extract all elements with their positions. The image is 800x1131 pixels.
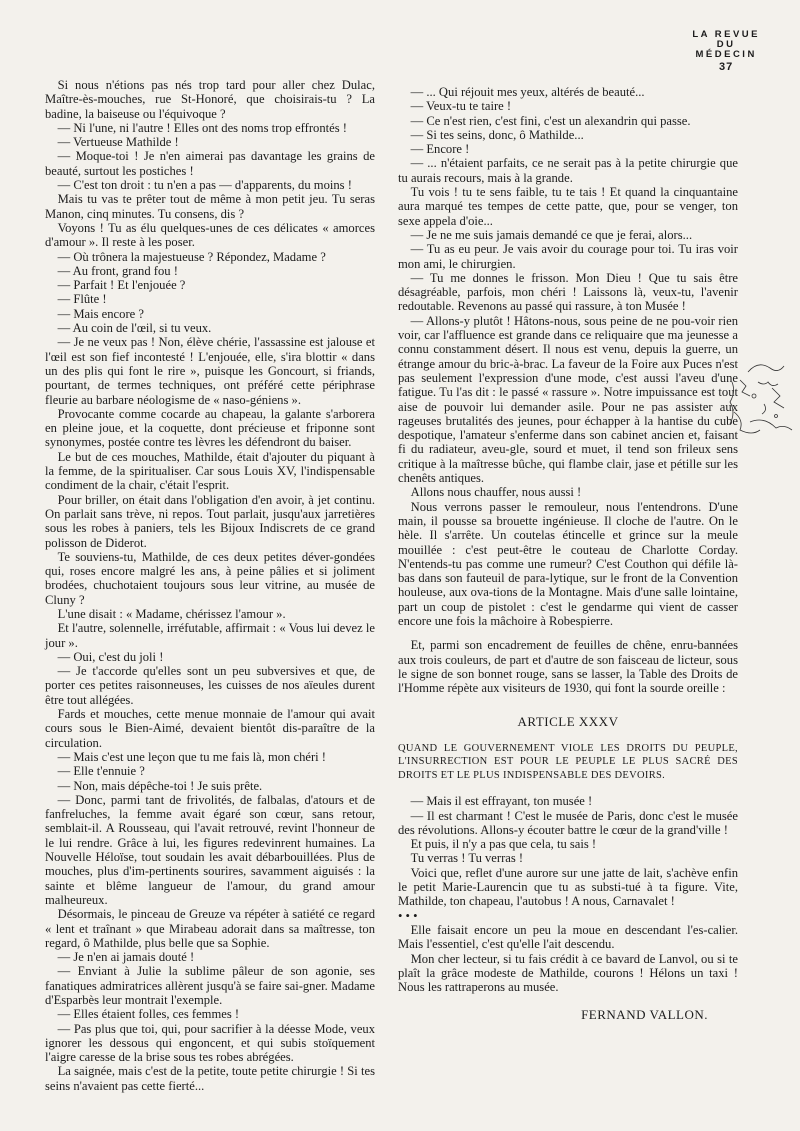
- paragraph: L'une disait : « Madame, chérissez l'amour ».: [57, 606, 286, 621]
- paragraph: Allons nous chauffer, nous aussi !: [410, 485, 582, 500]
- paragraph: — Je t'accorde qu'elles sont un peu subversives et que, de porter ces petites raisonneuses, les cuisses de nos aïeules durent être tout allégées.: [45, 664, 375, 707]
- masthead: [692, 30, 760, 72]
- right-column-end: [398, 923, 738, 994]
- paragraph: — Donc, parmi tant de frivolités, de falbalas, d'atours et de fanfreluches, la femme avait égaré son cœur, sans retour, semblait-il. A Rousseau, qui l'avait retrouvé, revint l'honneur de le lui rendre. Grâce à lui, les figures redevinrent humaines. La Nouvelle Héloïse, tout soudain les avait débarbouillées. Plus de mouches, plus d'im-pertinents sourires, savamment aiguisés : la sainte et blême langueur de l'amour, du grand amour malheureux.: [45, 792, 375, 907]
- paragraph: Provocante comme cocarde au chapeau, la galante s'arborera en pleine joue, et la coquette, dont précieuse et friponne sont synonymes, postée contre tes lèvres les défendront du baiser.: [45, 406, 375, 450]
- paragraph: — Non, mais dépêche-toi ! Je suis prête.: [57, 778, 263, 793]
- article-text: QUAND LE GOUVERNEMENT VIOLE LES DROITS DU PEUPLE, L'INSURRECTION EST POUR LE PEUPLE LE PLUS SACRÉ DES DROITS ET LE PLUS INDISPENSABLE DES DEVOIRS.: [398, 742, 738, 781]
- paragraph: Mon cher lecteur, si tu fais crédit à ce bavard de Lanvol, ou si te plaît la grâce modeste de Mathilde, courons ! Hélons un taxi ! Nous les rattraperons au musée.: [398, 951, 738, 995]
- paragraph: — Tu as eu peur. Je vais avoir du courage pour toi. Tu iras voir mon ami, le chirurgien.: [398, 242, 738, 271]
- paragraph: Voici que, reflet d'une aurore sur une jatte de lait, s'achève enfin le petit Marie-Laurencin que tu as substi-tué à ta figure. Vite, Mathilde, ton chapeau, l'autobus ! A nous, Carnavalet !: [398, 865, 738, 909]
- paragraph: — Mais c'est une leçon que tu me fais là, mon chéri !: [57, 749, 326, 764]
- paragraph: Elle faisait encore un peu la moue en descendant l'es-calier. Mais l'essentiel, c'est qu'elle l'ait descendu.: [398, 922, 738, 952]
- author-signature: FERNAND VALLON.: [581, 1007, 708, 1023]
- paragraph: — Au coin de l'œil, si tu veux.: [57, 321, 212, 336]
- paragraph: Tu verras ! Tu verras !: [410, 851, 524, 866]
- paragraph: — Vertueuse Mathilde !: [57, 135, 179, 150]
- right-column: [398, 85, 738, 1023]
- paragraph: — Ce n'est rien, c'est fini, c'est un alexandrin qui passe.: [410, 113, 691, 128]
- separator: • • •: [398, 908, 418, 923]
- paragraph: — Oui, c'est du joli !: [57, 649, 164, 664]
- paragraph: — C'est ton droit : tu n'en a pas — d'apparents, du moins !: [57, 178, 352, 193]
- masthead-line-3: MÉDECIN: [695, 49, 757, 60]
- paragraph: Pour briller, on était dans l'obligation d'en avoir, à jet continu. On parlait sans trève, ni repos. Tout parlait, jusqu'aux jarretières sous les robes à paniers, tels les Bijoux Indiscrets de ce grand polisson de Diderot.: [45, 492, 375, 550]
- paragraph: Désormais, le pinceau de Greuze va répéter à satiété ce regard « lent et traînant » que Mirabeau adorait dans sa maîtresse, ton regard, ô Mathilde, plus belle que sa Sophie.: [45, 907, 375, 950]
- margin-sketch-illustration: [728, 352, 798, 452]
- paragraph: — Où trônera la majestueuse ? Répondez, Madame ?: [57, 249, 326, 264]
- left-column: [45, 78, 375, 1093]
- paragraph: — Je ne veux pas ! Non, élève chérie, l'assassine est jalouse et l'œil est son fief incontesté ! L'enjouée, elle, s'ira blottir « dans un des plis qui font le rire », puisque les Goncourt, si friands, pourtant, de termes techniques, ont préféré cette périphrase fleurie au barbare néologisme de « naso-géniens ».: [45, 335, 375, 407]
- paragraph: — Mais encore ?: [57, 306, 144, 321]
- masthead-line-1: LA REVUE: [692, 29, 760, 40]
- paragraph: — ... Qui réjouit mes yeux, altérés de beauté...: [410, 85, 645, 99]
- paragraph: — Enviant à Julie la sublime pâleur de son agonie, ses fanatiques admiratrices allèrent jusqu'à se faire sai-gner. Madame d'Esparbès leur montrait l'exemple.: [45, 964, 375, 1007]
- paragraph: — Ni l'une, ni l'autre ! Elles ont des noms trop effrontés !: [57, 120, 347, 135]
- paragraph: Le but de ces mouches, Mathilde, était d'ajouter du piquant à la femme, de la spiritualiser. Car sous Louis XV, l'indispensable condiment de la chair, c'était l'esprit.: [45, 449, 375, 493]
- paragraph: — Allons-y plutôt ! Hâtons-nous, sous peine de ne pou-voir rien voir, car l'affluence est grande dans ce reliquaire que ma jeunesse a connu constamment désert. Il nous est venu, depuis la guerre, un étrange amour du bric-à-brac. La faveur de la Foire aux Puces n'est pas seulement l'expression d'une mode, c'est aussi l'aveu d'une fatigue. Tu l'as dit : le passé « rassure ». Notre impuissance est tout aise de pouvoir lui demander asile. Pour ne pas assister aux rageuses brutalités des jeunes, pour échapper à la hantise du cube despotique, l'amateur s'enferme dans son cabinet ancien et, faisant fi du radiateur, aveu-gle, sourd et muet, il tend son frileux sens critique à la maîtresse bûche, qui flambe clair, jase et pétille sur les chenêts antiques.: [398, 313, 738, 486]
- masthead-line-2: DU: [716, 39, 736, 50]
- paragraph: Te souviens-tu, Mathilde, de ces deux petites déver-gondées qui, roses encore malgré les ans, à peine pâlies et si joliment brodées, chuchotaient toujours sous leur vitrine, au musée de Cluny ?: [45, 549, 375, 607]
- paragraph: — Parfait ! Et l'enjouée ?: [57, 278, 186, 293]
- paragraph: Nous verrons passer le remouleur, nous l'entendrons. D'une main, il pousse sa brouette ingénieuse. Il cloche de l'autre. On le hèle. Il s'arrête. Un coutelas étincelle et grince sur la meule mouillée : c'est peut-être le couteau de Charlotte Corday. N'entends-tu pas comme une rumeur? C'est Couthon qui défile là-bas dans son fauteuil de para-lytique, sur le front de la Convention houleuse, aux ova-tions de la Montagne. Mais d'une salle lointaine, part un coup de pistolet : c'est le gendarme qui vient de casser encore une fois la mâchoire à Robespierre.: [398, 499, 738, 628]
- right-column-top: [398, 85, 738, 695]
- right-column-bottom: [398, 794, 738, 908]
- paragraph: — Au front, grand fou !: [57, 263, 178, 278]
- page-number: 37: [719, 61, 734, 73]
- paragraph: — Elle t'ennuie ?: [57, 764, 145, 779]
- paragraph: — Il est charmant ! C'est le musée de Paris, donc c'est le musée des révolutions. Allons-y écouter battre le cœur de la grand'ville !: [398, 808, 738, 837]
- paragraph: La saignée, mais c'est de la petite, toute petite chirurgie ! Si tes seins n'avaient pas cette fierté...: [45, 1064, 375, 1093]
- paragraph: Et l'autre, solennelle, irréfutable, affirmait : « Vous lui devez le jour ».: [45, 621, 375, 650]
- paragraph: — Si tes seins, donc, ô Mathilde...: [410, 127, 584, 142]
- article-title: ARTICLE XXXV: [517, 714, 619, 730]
- paragraph: — ... n'étaient parfaits, ce ne serait pas à la petite chirurgie que tu aurais recours, mais à la grande.: [398, 156, 738, 185]
- paragraph: — Mais il est effrayant, ton musée !: [410, 794, 593, 809]
- paragraph: — Moque-toi ! Je n'en aimerai pas davantage les grains de beauté, surtout les postiches !: [45, 149, 375, 178]
- paragraph: Et puis, il n'y a pas que cela, tu sais !: [410, 837, 597, 852]
- paragraph: Tu vois ! tu te sens faible, tu te tais ! Et quand la cinquantaine aura marqué tes tempes de cette patte, que, pour se venger, ton sexe appela d'oie...: [398, 185, 738, 228]
- paragraph: — Pas plus que toi, qui, pour sacrifier à la déesse Mode, veux ignorer les dessous qui engoncent, et qui subis stoïquement l'aigre caresse de la brise sous tes robes abrégées.: [45, 1021, 375, 1065]
- paragraph: — Elles étaient folles, ces femmes !: [57, 1007, 240, 1022]
- paragraph: Mais tu vas te prêter tout de même à mon petit jeu. Tu seras Manon, cinq minutes. Tu consens, dis ?: [45, 192, 375, 221]
- paragraph: Et, parmi son encadrement de feuilles de chêne, enru-bannées aux trois couleurs, de part et d'autre de son faisceau de licteur, sous le signe de son bonnet rouge, sans se lasser, la Table des Droits de l'Homme répète aux visiteurs de 1930, qui font la sourde oreille :: [398, 638, 738, 696]
- paragraph: Voyons ! Tu as élu quelques-unes de ces délicates « amorces d'amour ». Il reste à les poser.: [45, 220, 375, 250]
- paragraph: — Je ne me suis jamais demandé ce que je ferai, alors...: [410, 227, 693, 242]
- paragraph: — Veux-tu te taire !: [410, 99, 512, 114]
- paragraph: — Je n'en ai jamais douté !: [57, 950, 195, 965]
- paragraph: — Flûte !: [57, 292, 107, 307]
- paragraph: Fards et mouches, cette menue monnaie de l'amour qui avait cours sous le Bien-Aimé, devaient bientôt dis-paraître de la circulation.: [45, 707, 375, 750]
- paragraph: — Tu me donnes le frisson. Mon Dieu ! Que tu sais être désagréable, parfois, mon chéri ! Laissons là, veux-tu, l'avenir redoutable. Revenons au passé qui rassure, à ton Musée !: [398, 270, 738, 314]
- paragraph: — Encore !: [410, 142, 470, 157]
- paragraph: Si nous n'étions pas nés trop tard pour aller chez Dulac, Maître-ès-mouches, rue St-Honoré, que choisirais-tu ? La badine, la baiseuse ou l'équivoque ?: [45, 78, 375, 121]
